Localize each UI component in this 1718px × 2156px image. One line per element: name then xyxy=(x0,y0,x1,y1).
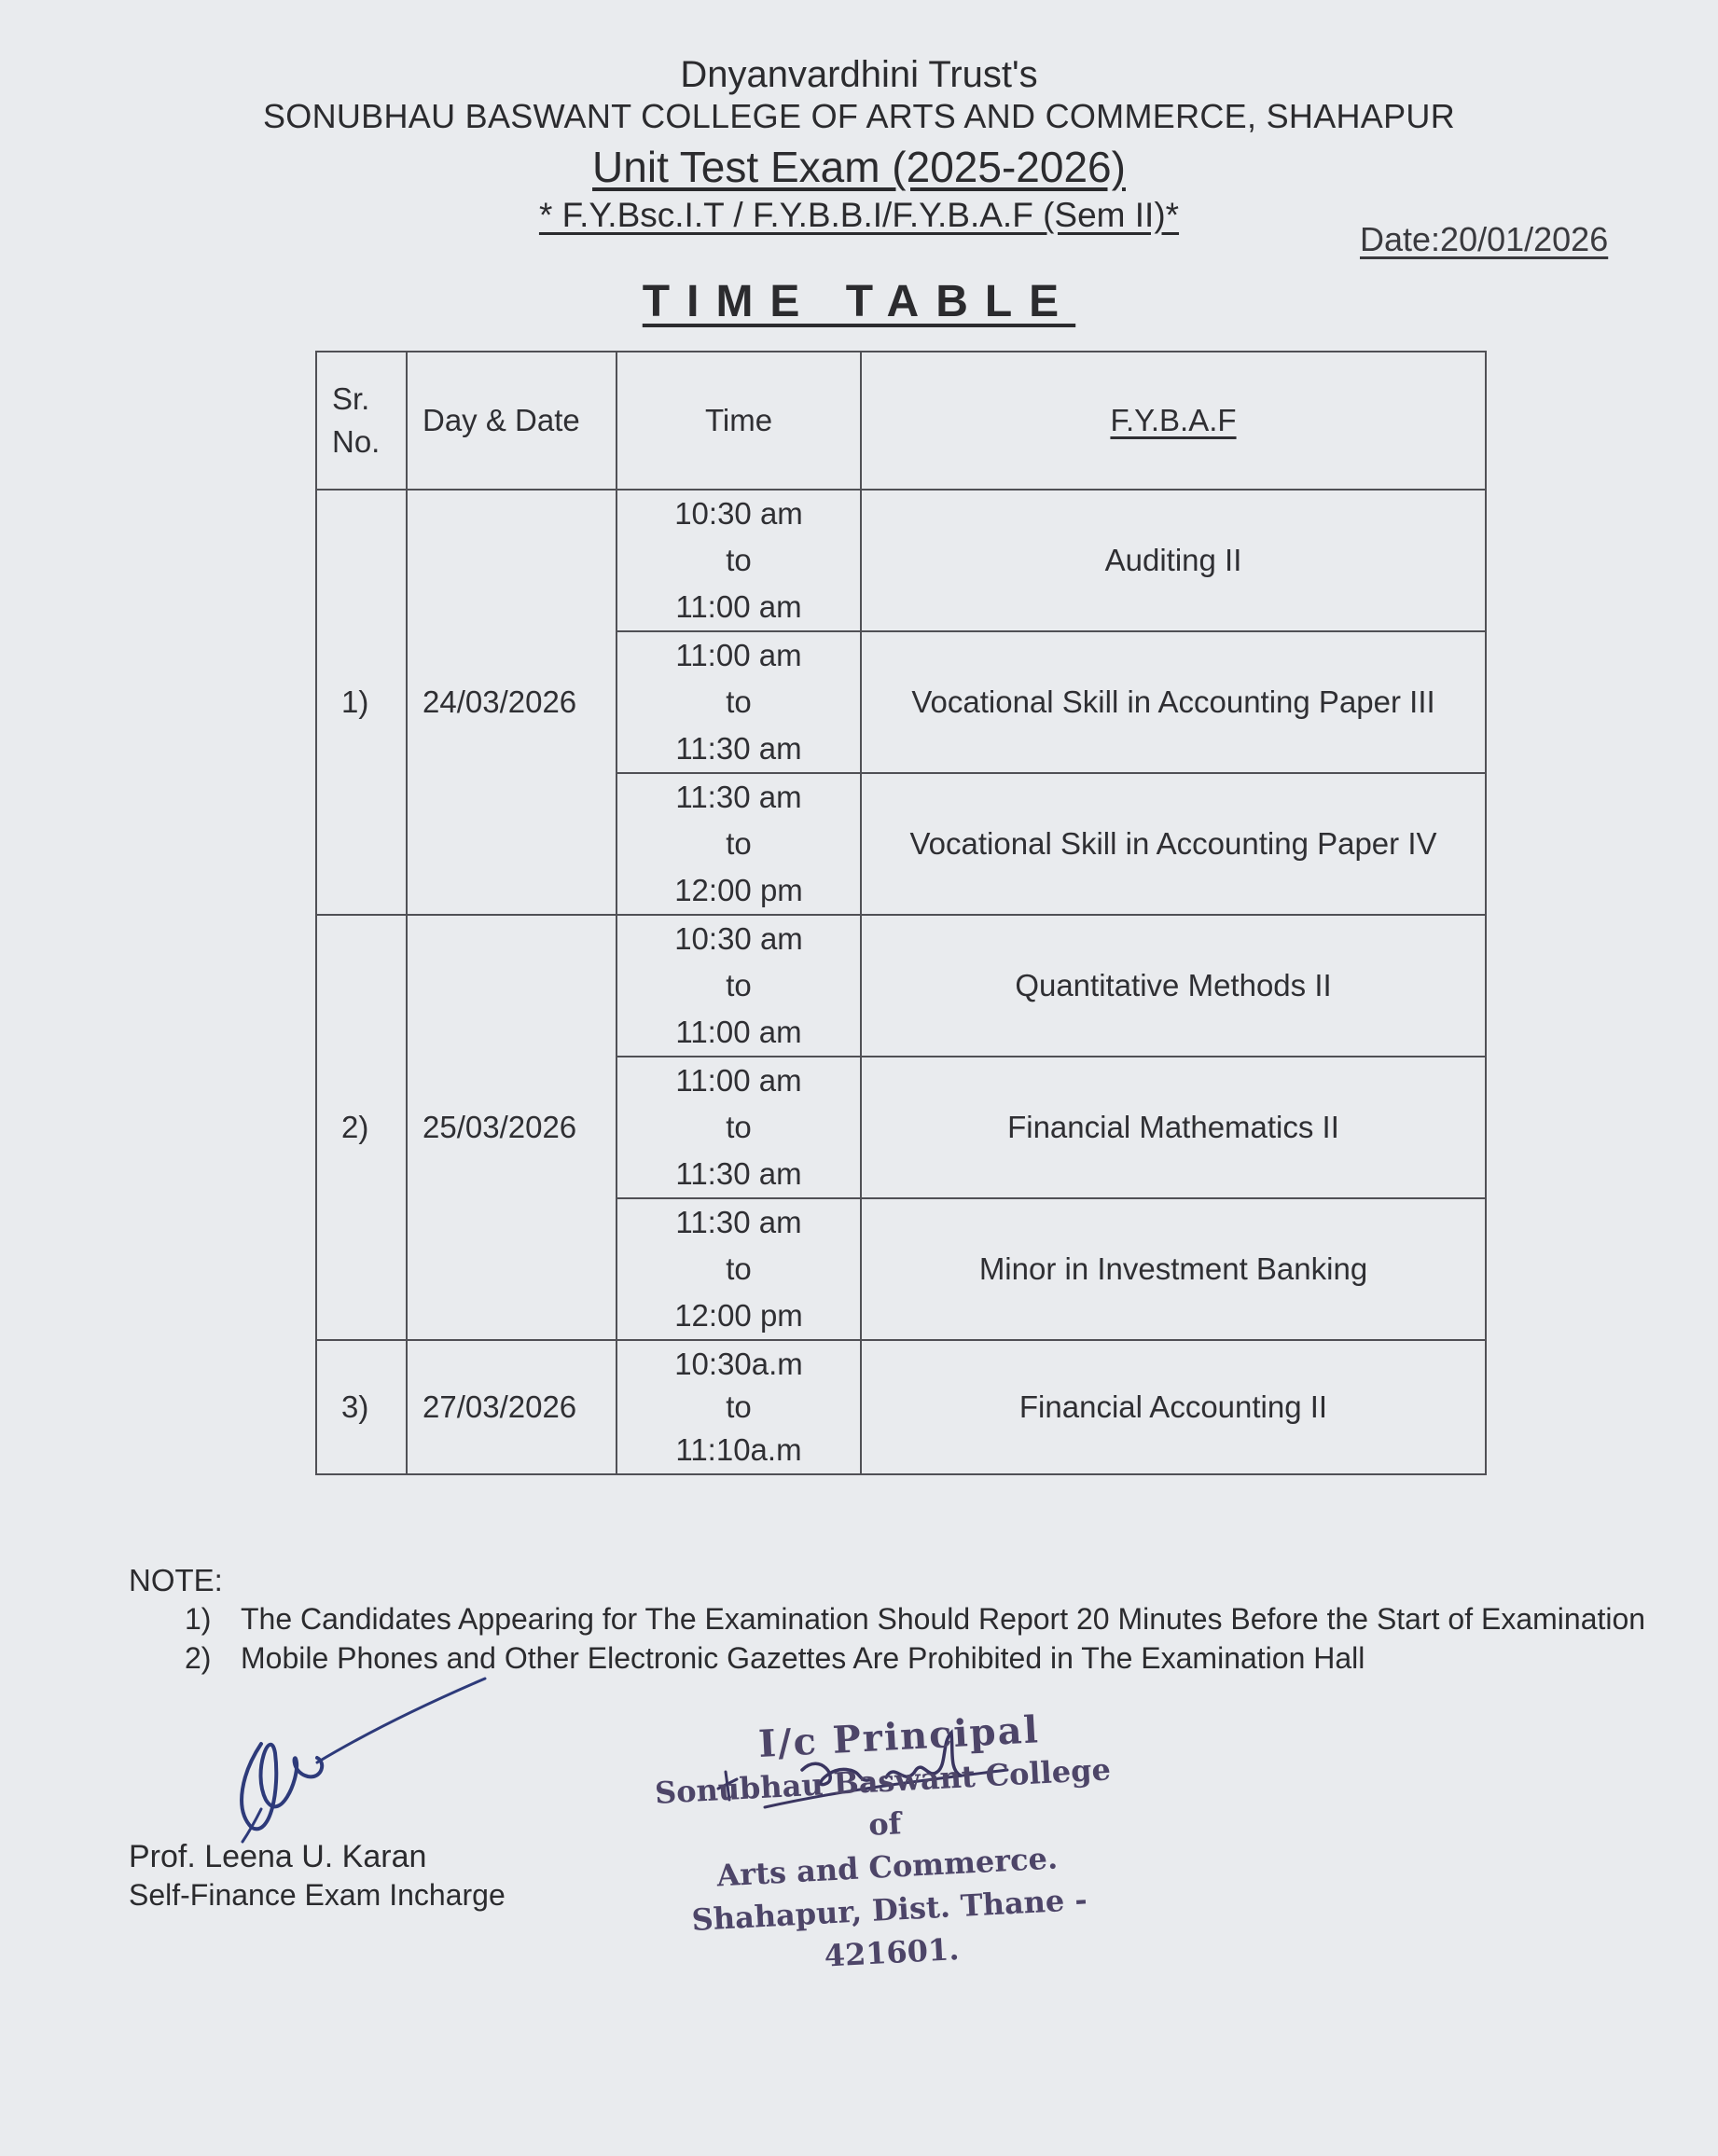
table-row xyxy=(316,1340,1486,1474)
subject-cell: Minor in Investment Banking xyxy=(861,1198,1486,1340)
time-to: to xyxy=(726,1251,752,1286)
section-title xyxy=(0,276,1718,327)
subject-cell: Auditing II xyxy=(861,490,1486,631)
exam-timetable xyxy=(315,351,1487,1475)
time-start: 11:30 am xyxy=(675,780,802,814)
college-name: SONUBHAU BASWANT COLLEGE OF ARTS AND COMMERCE, SHAHAPUR xyxy=(262,97,1456,135)
exam-title-text: Unit Test Exam (2025-2026) xyxy=(592,143,1126,191)
subject-cell: Financial Accounting II xyxy=(861,1340,1486,1474)
stamp-line: Arts and Commerce. xyxy=(715,1840,1059,1894)
note-text: The Candidates Appearing for The Examination Should Report 20 Minutes Before the Start of Examination xyxy=(241,1602,1646,1636)
time-to: to xyxy=(726,543,752,577)
time-cell xyxy=(617,915,861,1057)
time-start: 11:00 am xyxy=(675,1063,802,1098)
time-end: 12:00 pm xyxy=(674,1298,803,1333)
subject-cell: Vocational Skill in Accounting Paper IV xyxy=(861,773,1486,915)
time-cell xyxy=(617,1198,861,1340)
time-end: 11:00 am xyxy=(675,589,802,624)
date-cell: 24/03/2026 xyxy=(407,490,617,915)
time-start: 11:30 am xyxy=(675,1205,802,1239)
signatory-role: Self-Finance Exam Incharge xyxy=(129,1878,506,1912)
date-cell: 25/03/2026 xyxy=(407,915,617,1340)
time-cell xyxy=(617,490,861,631)
stamp-title: I/c Principal xyxy=(757,1707,1041,1766)
incharge-signature xyxy=(224,1669,504,1865)
date-cell: 27/03/2026 xyxy=(407,1340,617,1474)
issue-date: Date:20/01/2026 xyxy=(1360,220,1609,258)
time-end: 11:30 am xyxy=(675,1156,802,1191)
col-time: Time xyxy=(617,352,861,490)
table-row xyxy=(316,915,1486,1057)
time-cell xyxy=(617,773,861,915)
note-text: Mobile Phones and Other Electronic Gazettes Are Prohibited in The Examination Hall xyxy=(241,1641,1365,1675)
note-item xyxy=(185,1602,1645,1637)
trust-name: Dnyanvardhini Trust's xyxy=(680,54,1038,95)
col-sr-no xyxy=(316,352,407,490)
col-subject xyxy=(861,352,1486,490)
sr-cell: 3) xyxy=(316,1340,407,1474)
sr-cell: 2) xyxy=(316,915,407,1340)
sr-cell: 1) xyxy=(316,490,407,915)
principal-stamp xyxy=(646,1704,1126,1986)
table-header-row xyxy=(316,352,1486,490)
time-end: 11:30 am xyxy=(675,731,802,766)
time-cell xyxy=(617,631,861,773)
class-list-text: * F.Y.Bsc.I.T / F.Y.B.B.I/F.Y.B.A.F (Sem II)* xyxy=(538,196,1180,234)
time-to: to xyxy=(726,1110,752,1144)
note-number: 2) xyxy=(185,1641,212,1675)
time-to: to xyxy=(726,1389,752,1424)
subject-cell: Financial Mathematics II xyxy=(861,1057,1486,1198)
signatory-name: Prof. Leena U. Karan xyxy=(129,1839,427,1874)
col-sr-line2: No. xyxy=(332,424,381,459)
subject-cell: Quantitative Methods II xyxy=(861,915,1486,1057)
time-start: 11:00 am xyxy=(675,638,802,672)
time-start: 10:30 am xyxy=(674,921,803,956)
col-subject-text: F.Y.B.A.F xyxy=(1110,403,1237,437)
exam-title xyxy=(0,142,1718,192)
time-cell xyxy=(617,1340,861,1474)
col-sr-line1: Sr. xyxy=(332,381,370,416)
time-end: 11:10a.m xyxy=(675,1432,802,1467)
col-day-date: Day & Date xyxy=(407,352,617,490)
time-start: 10:30a.m xyxy=(674,1347,803,1381)
stamp-line: Sonubhau Baswant College of xyxy=(654,1751,1112,1843)
time-end: 11:00 am xyxy=(675,1015,802,1049)
subject-cell: Vocational Skill in Accounting Paper III xyxy=(861,631,1486,773)
section-title-text: TIME TABLE xyxy=(642,277,1076,326)
time-to: to xyxy=(726,968,752,1002)
time-end: 12:00 pm xyxy=(674,873,803,907)
time-to: to xyxy=(726,684,752,719)
time-cell xyxy=(617,1057,861,1198)
time-to: to xyxy=(726,826,752,861)
note-number: 1) xyxy=(185,1602,212,1636)
time-start: 10:30 am xyxy=(674,496,803,531)
note-label: NOTE: xyxy=(129,1563,223,1597)
table-row xyxy=(316,490,1486,631)
stamp-line: Shahapur, Dist. Thane - 421601. xyxy=(690,1881,1088,1974)
